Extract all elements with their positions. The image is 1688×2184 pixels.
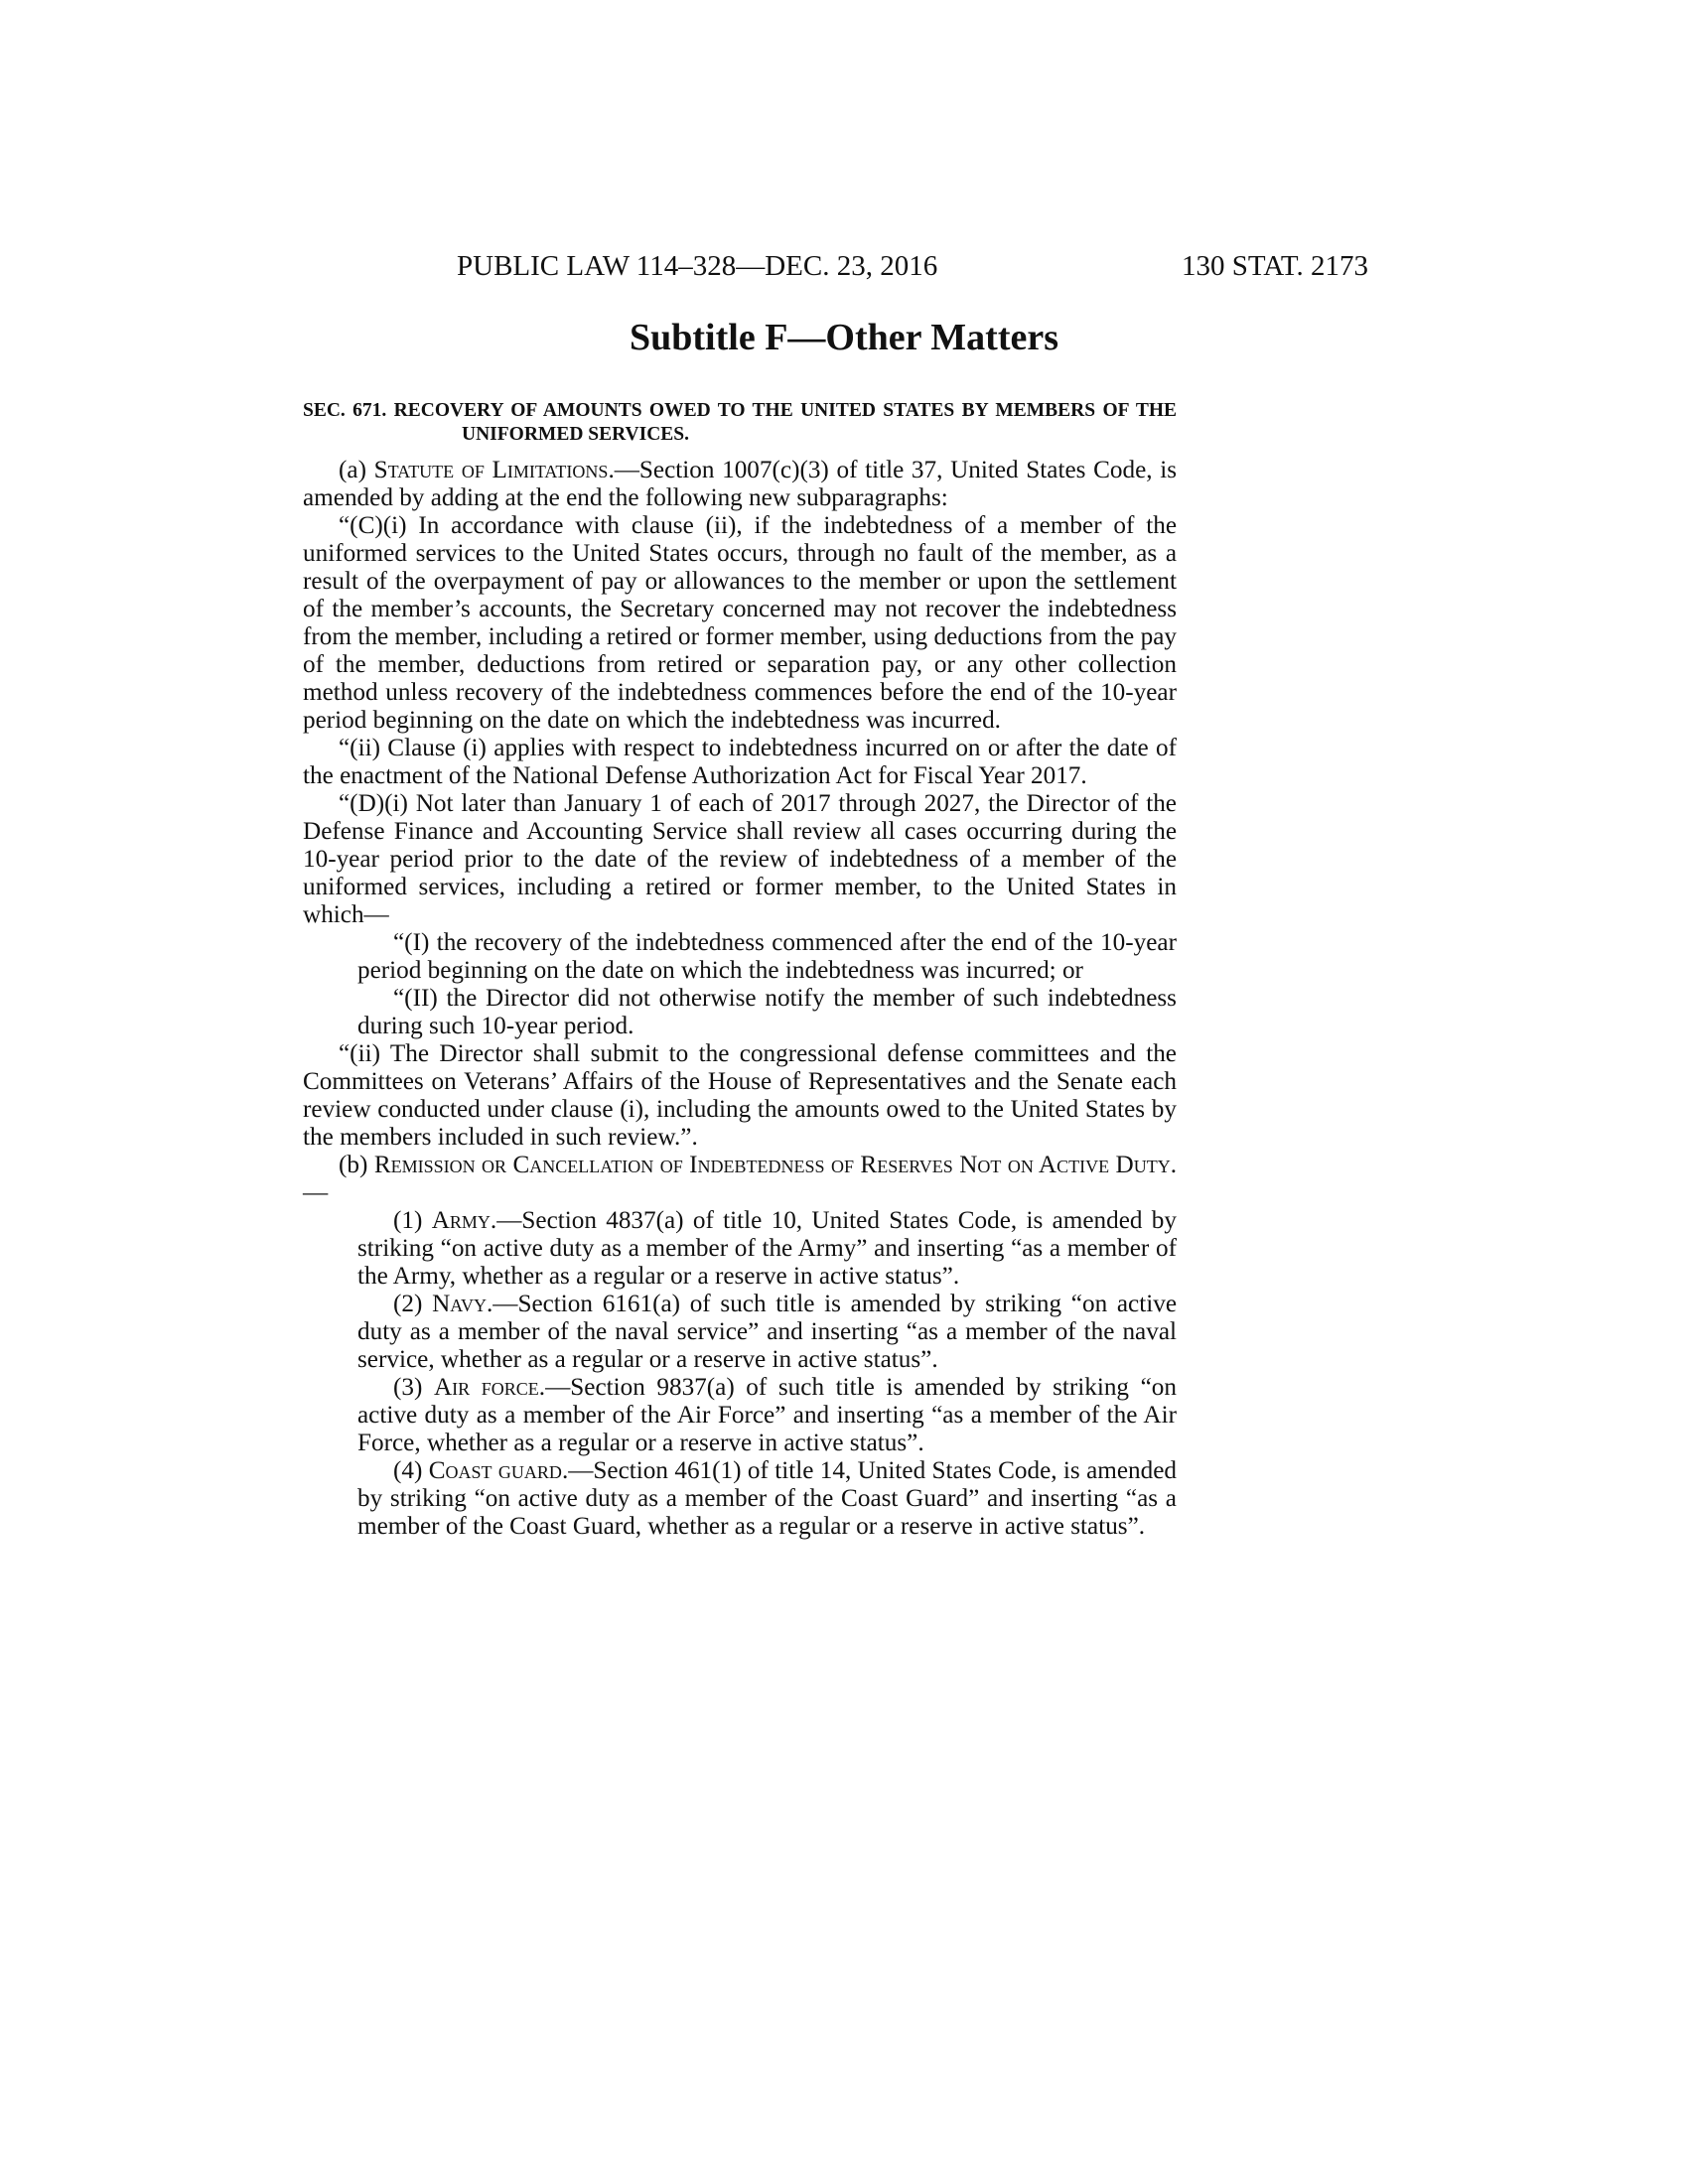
paragraph-b-2	[357, 1291, 1177, 1374]
paragraph-b4-label: (4)	[393, 1457, 423, 1484]
paragraph-b3-text: .—Section 9837(a) of such title is amended by striking “on active duty as a member of the Air Force” and inserting “as a member of the Air Force, whether as a regular or a reserve in active status”.	[357, 1374, 1177, 1456]
running-header	[457, 250, 1368, 290]
paragraph-b2-heading: Navy	[432, 1291, 487, 1317]
paragraph-a	[303, 457, 1177, 512]
clause-d-ii: “(ii) The Director shall submit to the congressional defense committees and the Committees on Veterans’ Affairs of the House of Representatives and the Senate each review conducted under clause (i), including the amounts owed to the United States by the members included in such review.”.	[303, 1040, 1177, 1151]
paragraph-b2-text: .—Section 6161(a) of such title is amended by striking “on active duty as a member of the naval service” and inserting “as a member of the naval service, whether as a regular or a reserve in active status”.	[357, 1291, 1177, 1373]
subclause-d-i-II: “(II) the Director did not otherwise notify the member of such indebtedness during such 10-year period.	[357, 985, 1177, 1039]
paragraph-b-4	[357, 1457, 1177, 1541]
paragraph-a-label: (a)	[339, 457, 366, 483]
paragraph-b-3	[357, 1374, 1177, 1457]
document-body	[303, 399, 1177, 1541]
paragraph-b3-label: (3)	[393, 1374, 423, 1401]
paragraph-b3-heading: Air force	[433, 1374, 539, 1401]
subtitle-heading: Subtitle F—Other Matters	[630, 317, 1058, 358]
clause-c-ii: “(ii) Clause (i) applies with respect to indebtedness incurred on or after the date of the enactment of the National Defense Authorization Act for Fiscal Year 2017.	[303, 735, 1177, 789]
section-heading: SEC. 671. RECOVERY OF AMOUNTS OWED TO THE UNITED STATES BY MEMBERS OF THE UNIFORMED SERVICES.	[303, 400, 1177, 445]
clause-c-i: “(C)(i) In accordance with clause (ii), if the indebtedness of a member of the uniformed services to the United States occurs, through no fault of the member, as a result of the overpayment of pay or allowances to the member or upon the settlement of the member’s accounts, the Secretary concerned may not recover the indebtedness from the member, including a retired or former member, using deductions from the pay of the member, deductions from retired or separation pay, or any other collection method unless recovery of the indebtedness commences before the end of the 10-year period beginning on the date on which the indebtedness was incurred.	[303, 512, 1177, 734]
statute-page-number: 130 STAT. 2173	[1181, 250, 1368, 282]
paragraph-a-text: .—Section 1007(c)(3) of title 37, United States Code, is amended by adding at the end the following new subparagraphs:	[303, 457, 1178, 511]
paragraph-b-tail: .—	[303, 1152, 1177, 1206]
paragraph-b1-label: (1)	[393, 1207, 423, 1234]
paragraph-b2-label: (2)	[393, 1291, 423, 1317]
paragraph-b-1	[357, 1207, 1177, 1291]
paragraph-b	[303, 1152, 1177, 1207]
subclause-d-i-I: “(I) the recovery of the indebtedness commenced after the end of the 10-year period beginning on the date on which the indebtedness was incurred; or	[357, 929, 1177, 984]
paragraph-b-label: (b)	[339, 1152, 368, 1178]
paragraph-b4-text: .—Section 461(1) of title 14, United States Code, is amended by striking “on active duty as a member of the Coast Guard” and inserting “as a member of the Coast Guard, whether as a regular or a reserve in active status”.	[357, 1457, 1178, 1540]
paragraph-b-heading: Remission or Cancellation of Indebtedness of Reserves Not on Active Duty	[373, 1152, 1171, 1178]
clause-d-i: “(D)(i) Not later than January 1 of each of 2017 through 2027, the Director of the Defense Finance and Accounting Service shall review all cases occurring during the 10-year period prior to the date of the review of indebtedness of a member of the uniformed services, including a retired or former member, to the United States in which—	[303, 790, 1177, 928]
paragraph-a-heading: Statute of Limitations	[373, 457, 609, 483]
paragraph-b1-text: .—Section 4837(a) of title 10, United States Code, is amended by striking “on active duty as a member of the Army” and inserting “as a member of the Army, whether as a regular or a reserve in active status”.	[357, 1207, 1177, 1290]
public-law-citation: PUBLIC LAW 114–328—DEC. 23, 2016	[457, 250, 938, 282]
paragraph-b1-heading: Army	[431, 1207, 491, 1234]
paragraph-b4-heading: Coast guard	[428, 1457, 562, 1484]
